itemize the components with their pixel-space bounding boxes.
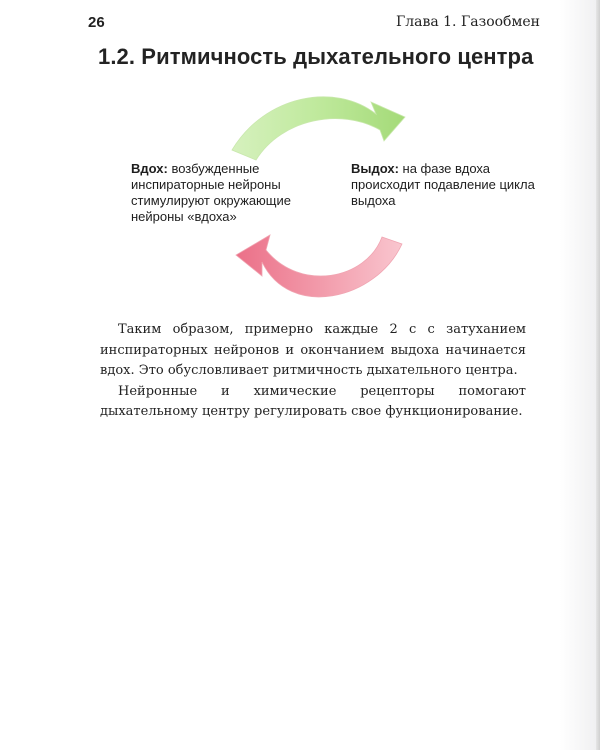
running-header: Глава 1. Газообмен <box>395 14 540 30</box>
paragraph: Таким образом, примерно каждые 2 с с затуханием инспираторных нейронов и окончанием выдоха начинается вдох. Это обусловливает ритмичность дыхательного центра. <box>100 322 526 378</box>
paragraph: Нейронные и химические рецепторы помогают дыхательному центру регулировать свое функционирование. <box>100 383 526 419</box>
page-number: 26 <box>88 14 105 31</box>
exhale-description: на фазе вдоха происходит подавление цикла выдоха <box>351 161 535 208</box>
inhale-term: Вдох: <box>131 161 168 176</box>
section-title: 1.2. Ритмичность дыхательного центра <box>98 44 534 69</box>
body-text <box>100 320 526 423</box>
exhale-term: Выдох: <box>351 161 399 176</box>
pink-arrow-icon <box>236 235 402 297</box>
green-arrow-icon <box>232 97 405 160</box>
exhale-label <box>351 161 551 209</box>
inhale-description: возбужденные инспираторные нейроны стимулируют окружающие нейроны «вдоха» <box>131 161 291 224</box>
inhale-label <box>131 161 321 225</box>
